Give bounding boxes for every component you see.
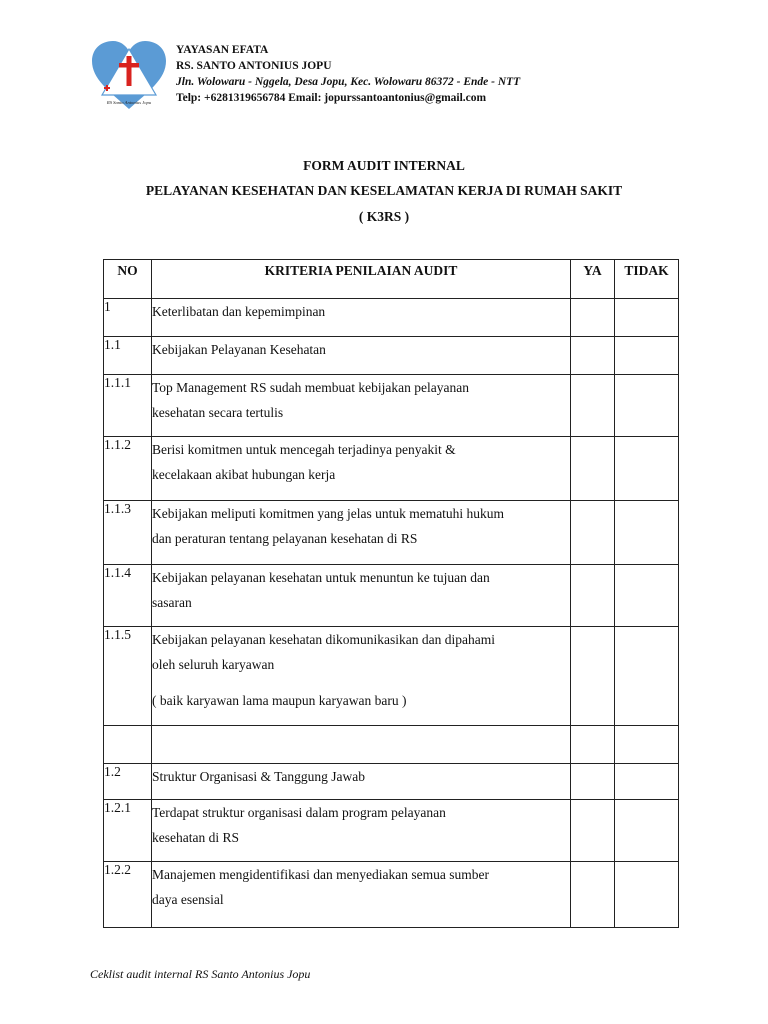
hospital-logo-icon xyxy=(89,39,169,111)
criteria-line: Kebijakan pelayanan kesehatan dikomunikasikan dan dipahami xyxy=(152,632,496,647)
tidak-checkbox-cell[interactable] xyxy=(615,565,679,627)
tidak-checkbox-cell[interactable] xyxy=(615,764,679,800)
criteria-line: Struktur Organisasi & Tanggung Jawab xyxy=(152,769,366,784)
criteria-line: Top Management RS sudah membuat kebijakan pelayanan xyxy=(152,380,469,395)
row-criteria xyxy=(152,726,571,764)
contact-info: Telp: +6281319656784 Email: jopurssantoantonius@gmail.com xyxy=(176,92,487,104)
ya-checkbox-cell[interactable] xyxy=(571,565,615,627)
ya-checkbox-cell[interactable] xyxy=(571,726,615,764)
ya-checkbox-cell[interactable] xyxy=(571,299,615,337)
tidak-checkbox-cell[interactable] xyxy=(615,726,679,764)
criteria-line: kesehatan secara tertulis xyxy=(152,405,284,420)
row-criteria xyxy=(152,565,571,627)
criteria-line: Keterlibatan dan kepemimpinan xyxy=(152,304,326,319)
table-row xyxy=(104,862,679,928)
row-criteria xyxy=(152,437,571,501)
ya-checkbox-cell[interactable] xyxy=(571,862,615,928)
org-name: YAYASAN EFATA xyxy=(176,44,269,56)
address: Jln. Wolowaru - Nggela, Desa Jopu, Kec. Wolowaru 86372 - Ende - NTT xyxy=(176,76,521,88)
form-title: FORM AUDIT INTERNAL xyxy=(303,158,465,173)
ya-checkbox-cell[interactable] xyxy=(571,764,615,800)
row-number: 1.2.2 xyxy=(104,862,152,928)
ya-checkbox-cell[interactable] xyxy=(571,337,615,375)
table-row xyxy=(104,437,679,501)
criteria-line: kecelakaan akibat hubungan kerja xyxy=(152,467,336,482)
criteria-line: Terdapat struktur organisasi dalam program pelayanan xyxy=(152,805,446,820)
row-number xyxy=(104,726,152,764)
ya-checkbox-cell[interactable] xyxy=(571,800,615,862)
row-number: 1 xyxy=(104,299,152,337)
form-subtitle: PELAYANAN KESEHATAN DAN KESELAMATAN KERJA DI RUMAH SAKIT xyxy=(145,183,623,198)
row-criteria xyxy=(152,299,571,337)
row-criteria xyxy=(152,627,571,726)
row-number: 1.1.3 xyxy=(104,501,152,565)
hospital-name: RS. SANTO ANTONIUS JOPU xyxy=(176,60,332,72)
table-row xyxy=(104,726,679,764)
row-criteria xyxy=(152,501,571,565)
criteria-line: oleh seluruh karyawan xyxy=(152,657,275,672)
criteria-line: kesehatan di RS xyxy=(152,830,239,845)
audit-table xyxy=(103,259,679,928)
header-kriteria: KRITERIA PENILAIAN AUDIT xyxy=(152,260,571,299)
row-criteria xyxy=(152,800,571,862)
row-criteria xyxy=(152,375,571,437)
tidak-checkbox-cell[interactable] xyxy=(615,437,679,501)
header-ya: YA xyxy=(571,260,615,299)
ya-checkbox-cell[interactable] xyxy=(571,437,615,501)
criteria-line: Kebijakan pelayanan kesehatan untuk menuntun ke tujuan dan xyxy=(152,570,490,585)
criteria-line: dan peraturan tentang pelayanan kesehatan di RS xyxy=(152,531,418,546)
header-tidak: TIDAK xyxy=(615,260,679,299)
criteria-line: Kebijakan Pelayanan Kesehatan xyxy=(152,342,326,357)
criteria-line: sasaran xyxy=(152,595,192,610)
ya-checkbox-cell[interactable] xyxy=(571,627,615,726)
form-code: ( K3RS ) xyxy=(358,209,410,224)
row-criteria xyxy=(152,764,571,800)
criteria-line: Berisi komitmen untuk mencegah terjadinya penyakit & xyxy=(152,442,456,457)
row-number: 1.2 xyxy=(104,764,152,800)
table-row xyxy=(104,375,679,437)
row-number: 1.2.1 xyxy=(104,800,152,862)
ya-checkbox-cell[interactable] xyxy=(571,375,615,437)
criteria-line: Manajemen mengidentifikasi dan menyediakan semua sumber xyxy=(152,867,490,882)
row-number: 1.1 xyxy=(104,337,152,375)
row-number: 1.1.5 xyxy=(104,627,152,726)
tidak-checkbox-cell[interactable] xyxy=(615,501,679,565)
row-criteria xyxy=(152,337,571,375)
table-row xyxy=(104,565,679,627)
table-row xyxy=(104,501,679,565)
criteria-note: ( baik karyawan lama maupun karyawan baru ) xyxy=(152,693,407,708)
tidak-checkbox-cell[interactable] xyxy=(615,800,679,862)
tidak-checkbox-cell[interactable] xyxy=(615,862,679,928)
letterhead xyxy=(176,42,520,106)
row-criteria xyxy=(152,862,571,928)
table-header-row xyxy=(104,260,679,299)
table-row xyxy=(104,627,679,726)
table-row xyxy=(104,764,679,800)
tidak-checkbox-cell[interactable] xyxy=(615,337,679,375)
table-row xyxy=(104,299,679,337)
row-number: 1.1.1 xyxy=(104,375,152,437)
table-row xyxy=(104,337,679,375)
ya-checkbox-cell[interactable] xyxy=(571,501,615,565)
criteria-line: Kebijakan meliputi komitmen yang jelas untuk mematuhi hukum xyxy=(152,506,505,521)
table-row xyxy=(104,800,679,862)
tidak-checkbox-cell[interactable] xyxy=(615,627,679,726)
row-number: 1.1.2 xyxy=(104,437,152,501)
tidak-checkbox-cell[interactable] xyxy=(615,299,679,337)
logo-caption: RS Santo Antonius Jopu xyxy=(106,100,152,105)
header-no: NO xyxy=(104,260,152,299)
row-number: 1.1.4 xyxy=(104,565,152,627)
footer-note: Ceklist audit internal RS Santo Antonius Jopu xyxy=(90,967,311,981)
tidak-checkbox-cell[interactable] xyxy=(615,375,679,437)
criteria-line: daya esensial xyxy=(152,892,224,907)
